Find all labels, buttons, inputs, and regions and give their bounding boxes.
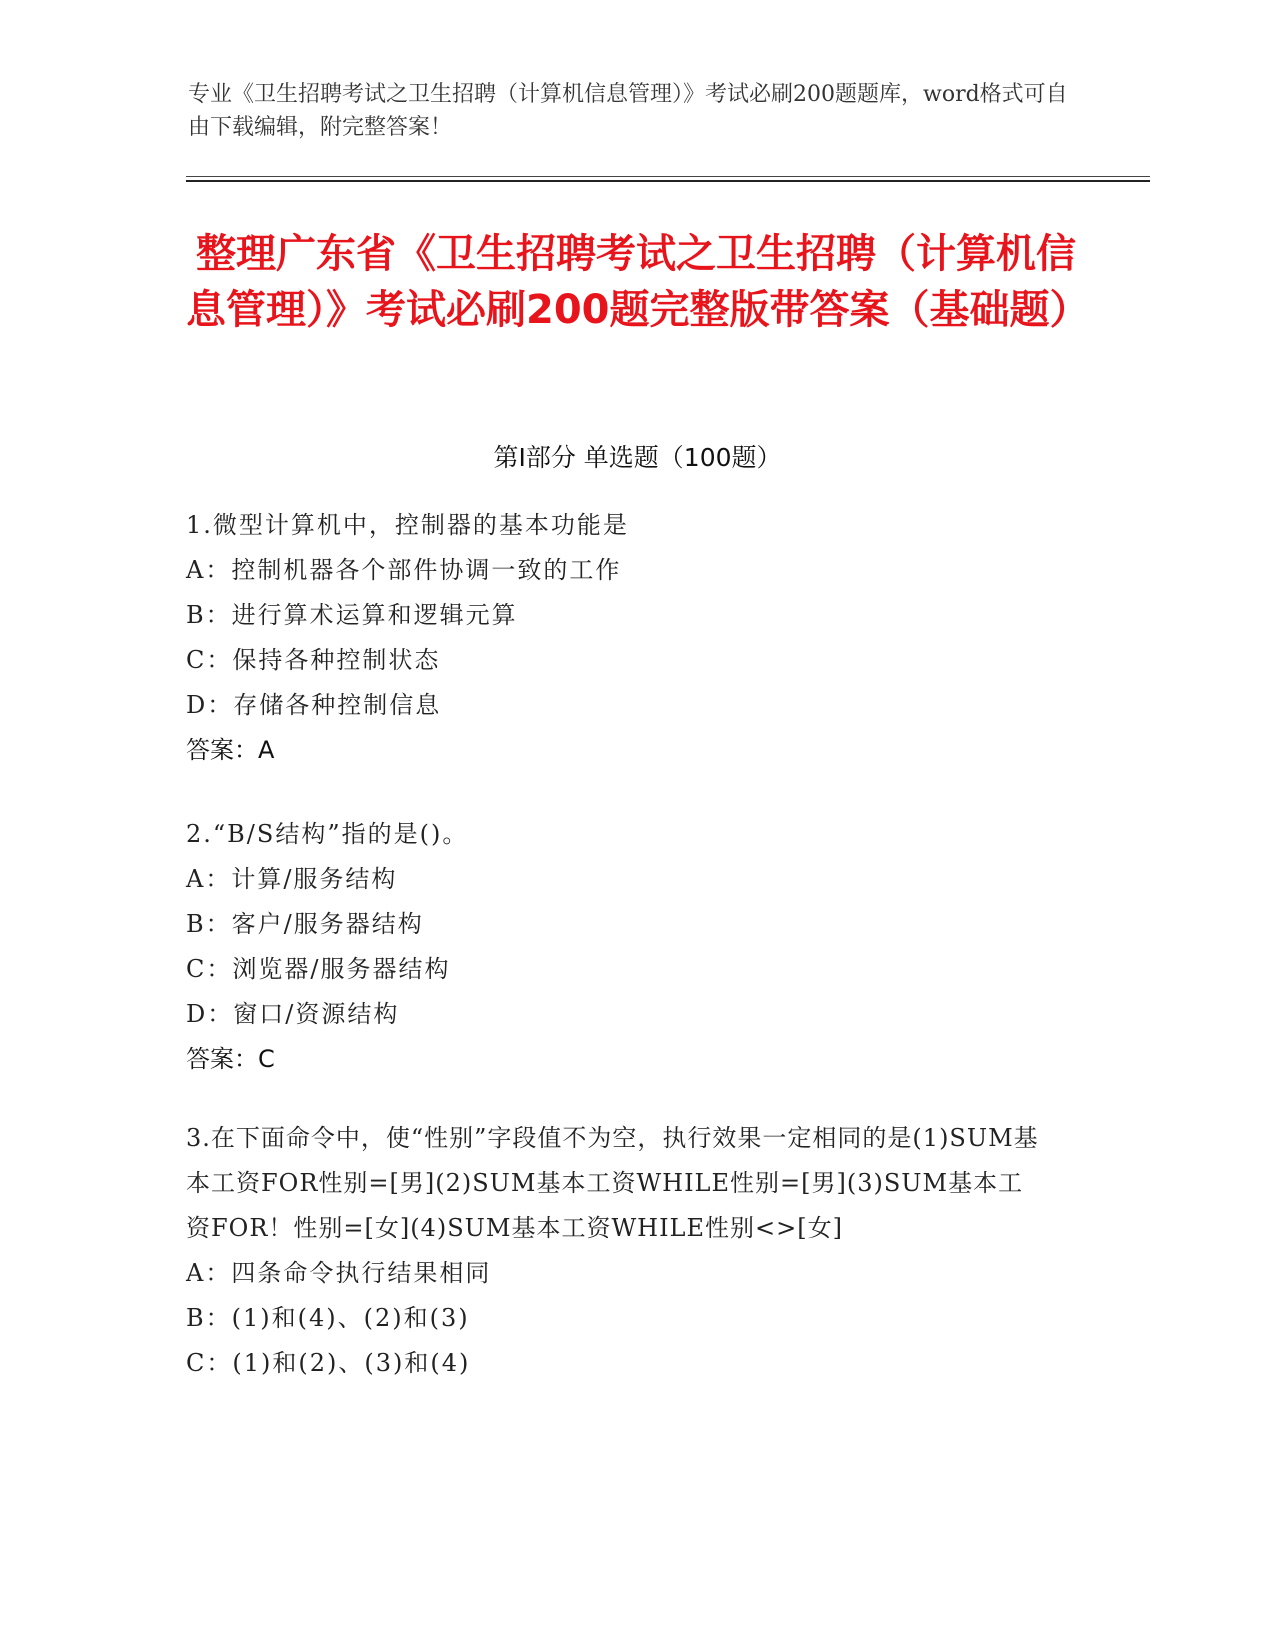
- option-d: D：窗口/资源结构: [186, 1000, 400, 1028]
- header-note: 专业《卫生招聘考试之卫生招聘（计算机信息管理）》考试必刷200题题库，word格式可自由下载编辑，附完整答案！: [188, 82, 1068, 140]
- question-1: [186, 503, 1086, 773]
- question-stem: 1.微型计算机中，控制器的基本功能是: [186, 511, 629, 539]
- option-c: C：(1)和(2)、(3)和(4): [186, 1349, 471, 1377]
- answer: 答案：A: [186, 736, 275, 764]
- option-a: A：四条命令执行结果相同: [186, 1259, 492, 1287]
- question-2: [186, 812, 1086, 1082]
- question-3: [186, 1116, 1086, 1386]
- option-b: B：进行算术运算和逻辑元算: [186, 601, 518, 629]
- option-b: B：(1)和(4)、(2)和(3): [186, 1304, 470, 1332]
- option-c: C：浏览器/服务器结构: [186, 955, 451, 983]
- option-b: B：客户/服务器结构: [186, 910, 424, 938]
- question-stem: 3.在下面命令中，使“性别”字段值不为空，执行效果一定相同的是(1)SUM基本工资FOR性别=[男](2)SUM基本工资WHILE性别=[男](3)SUM基本工资FOR！性别=[女](4)SUM基本工资WHILE性别<>[女]: [186, 1124, 1039, 1242]
- option-d: D：存储各种控制信息: [186, 691, 442, 719]
- question-stem: 2.“B/S结构”指的是()。: [186, 820, 469, 848]
- document-title: 整理广东省《卫生招聘考试之卫生招聘（计算机信息管理）》考试必刷200题完整版带答案（基础题）: [186, 231, 1090, 333]
- option-a: A：控制机器各个部件协调一致的工作: [186, 556, 622, 584]
- header-divider-thin: [186, 176, 1150, 177]
- header-divider-thick: [186, 180, 1150, 182]
- option-c: C：保持各种控制状态: [186, 646, 441, 674]
- answer: 答案：C: [186, 1045, 275, 1073]
- section-heading: 第Ⅰ部分 单选题（100题）: [493, 443, 782, 472]
- option-a: A：计算/服务结构: [186, 865, 398, 893]
